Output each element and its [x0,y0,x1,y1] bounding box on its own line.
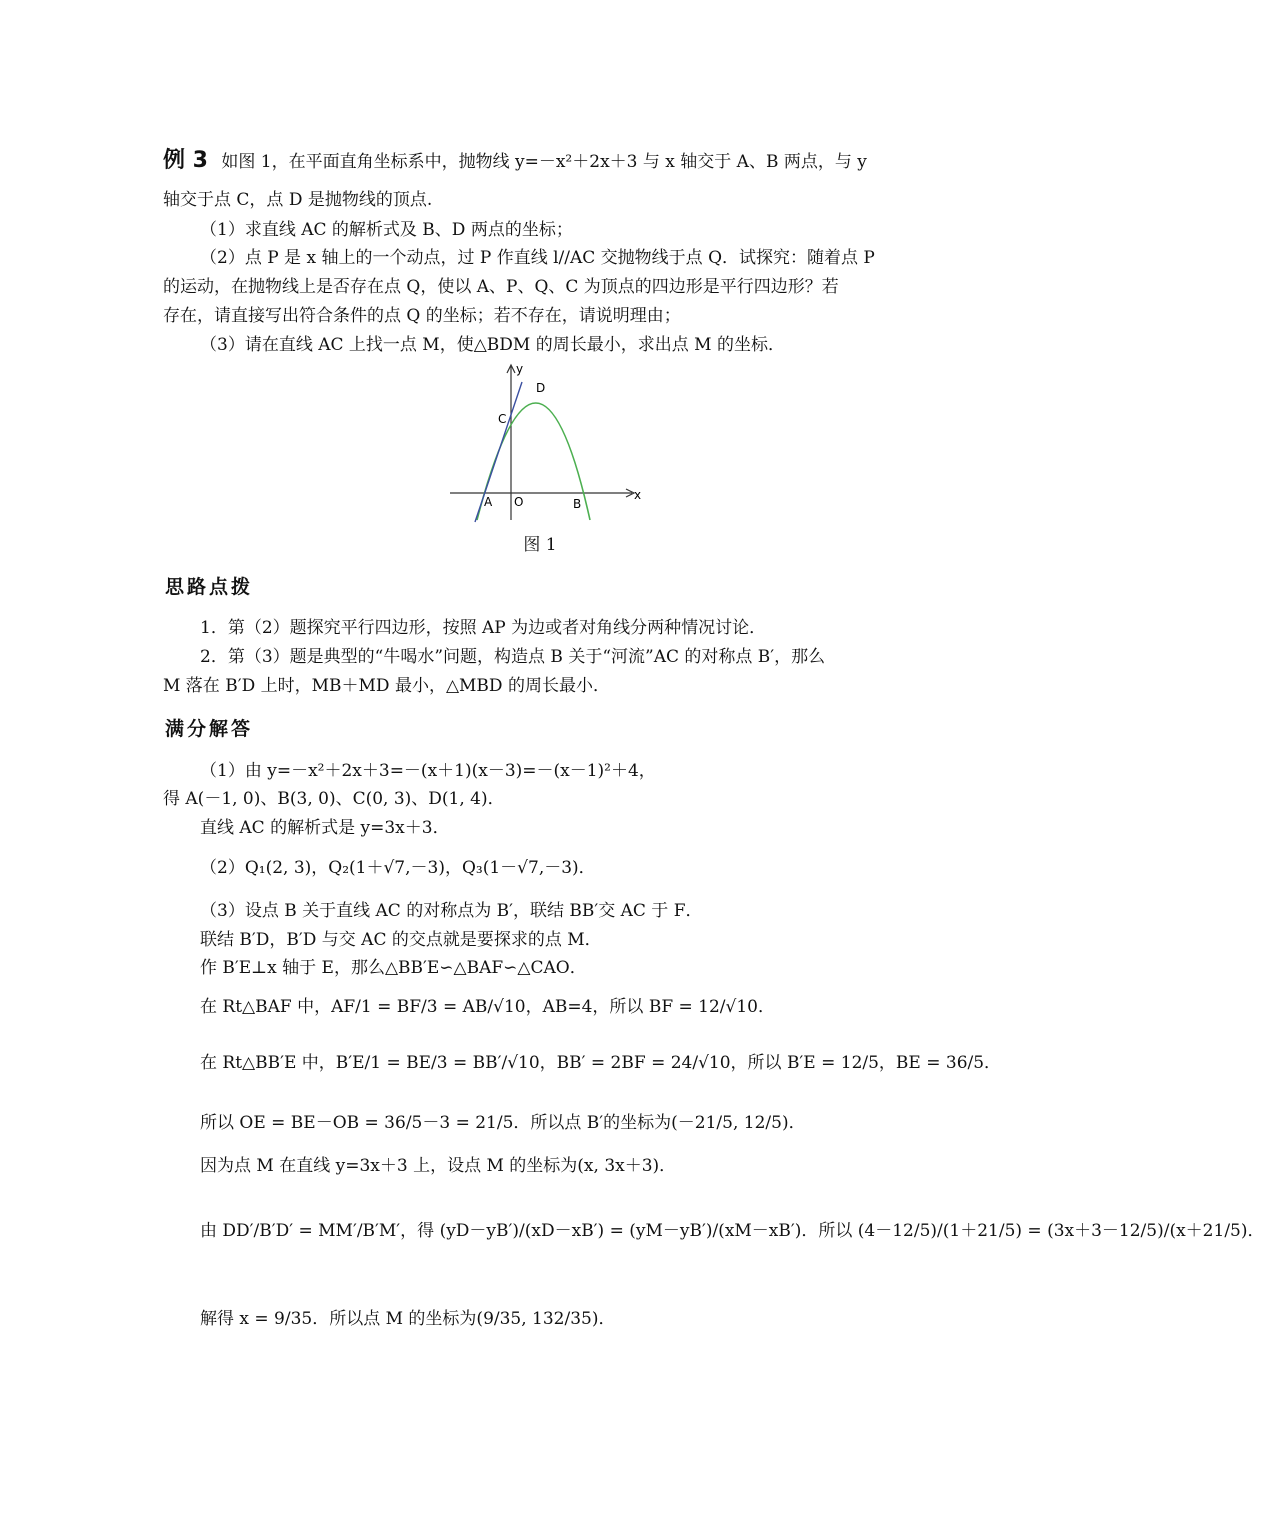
solution-2: （2）Q₁(2, 3)，Q₂(1＋√7,－3)，Q₃(1－√7,－3)． [200,858,596,878]
solution-3-line-1: （3）设点 B 关于直线 AC 的对称点为 B′，联结 BB′交 AC 于 F． [200,901,703,921]
label-b: B [573,497,582,511]
solution-3-line-9: 解得 x = 9/35．所以点 M 的坐标为(9/35, 132/35)． [200,1309,616,1329]
hint-1: 1．第（2）题探究平行四边形，按照 AP 为边或者对角线分两种情况讨论． [200,618,767,638]
figure-caption: 图 1 [523,535,557,555]
label-d: D [536,381,546,395]
solution-3-line-2: 联结 B′D，B′D 与交 AC 的交点就是要探求的点 M． [200,930,602,950]
label-c: C [498,412,507,426]
solution-1-line-2: 得 A(－1, 0)、B(3, 0)、C(0, 3)、D(1, 4)． [163,789,505,809]
solution-1-line-1: （1）由 y=－x²＋2x＋3=－(x＋1)(x－3)=－(x－1)²＋4， [200,761,656,781]
hint-2-line-1: 2．第（3）题是典型的“牛喝水”问题，构造点 B 关于“河流”AC 的对称点 B′，那么 [200,647,826,667]
question-1: （1）求直线 AC 的解析式及 B、D 两点的坐标； [200,220,573,240]
label-o: O [514,495,524,509]
solution-3-line-3: 作 B′E⊥x 轴于 E，那么△BB′E∽△BAF∽△CAO． [200,958,587,978]
parabola-figure [440,360,640,525]
label-a: A [484,495,493,509]
problem-line-1 [163,148,867,175]
solution-3-line-6: 所以 OE = BE－OB = 36/5－3 = 21/5．所以点 B′的坐标为(－21/5, 12/5)． [200,1113,806,1133]
question-3: （3）请在直线 AC 上找一点 M，使△BDM 的周长最小，求出点 M 的坐标． [200,335,785,355]
solution-3-line-5: 在 Rt△BB′E 中，B′E/1 = BE/3 = BB′/√10，BB′ = 2BF = 24/√10，所以 B′E = 12/5，BE = 36/5． [200,1053,1002,1073]
question-2-line-3: 存在，请直接写出符合条件的点 Q 的坐标；若不存在，请说明理由； [163,306,681,326]
solution-3-line-8: 由 DD′/B′D′ = MM′/B′M′，得 (yD－yB′)/(xD－xB′) = (yM－yB′)/(xM－xB′)．所以 (4－12/5)/(1＋21/5) = (3x＋3－12/5)/(x＋21/5)． [200,1221,1265,1241]
example-label: 例 3 [163,148,208,173]
solution-heading: 满分解答 [165,718,254,740]
problem-line-2: 轴交于点 C，点 D 是抛物线的顶点. [163,190,433,210]
solution-3-line-7: 因为点 M 在直线 y=3x＋3 上，设点 M 的坐标为(x, 3x＋3)． [200,1156,677,1176]
question-2-line-1: （2）点 P 是 x 轴上的一个动点，过 P 作直线 l//AC 交抛物线于点 Q．试探究：随着点 P [200,248,875,268]
label-x: x [634,488,642,502]
hint-2-line-2: M 落在 B′D 上时，MB＋MD 最小，△MBD 的周长最小． [163,676,610,696]
question-2-line-2: 的运动，在抛物线上是否存在点 Q，使以 A、P、Q、C 为顶点的四边形是平行四边形？若 [163,277,839,297]
problem-text-1: 如图 1，在平面直角坐标系中，抛物线 y=－x²＋2x＋3 与 x 轴交于 A、B 两点，与 y [221,152,867,172]
label-y: y [516,362,524,376]
solution-3-line-4: 在 Rt△BAF 中，AF/1 = BF/3 = AB/√10，AB=4，所以 BF = 12/√10． [200,997,775,1017]
hints-heading: 思路点拨 [165,576,254,598]
solution-1-line-3: 直线 AC 的解析式是 y=3x＋3． [200,818,450,838]
